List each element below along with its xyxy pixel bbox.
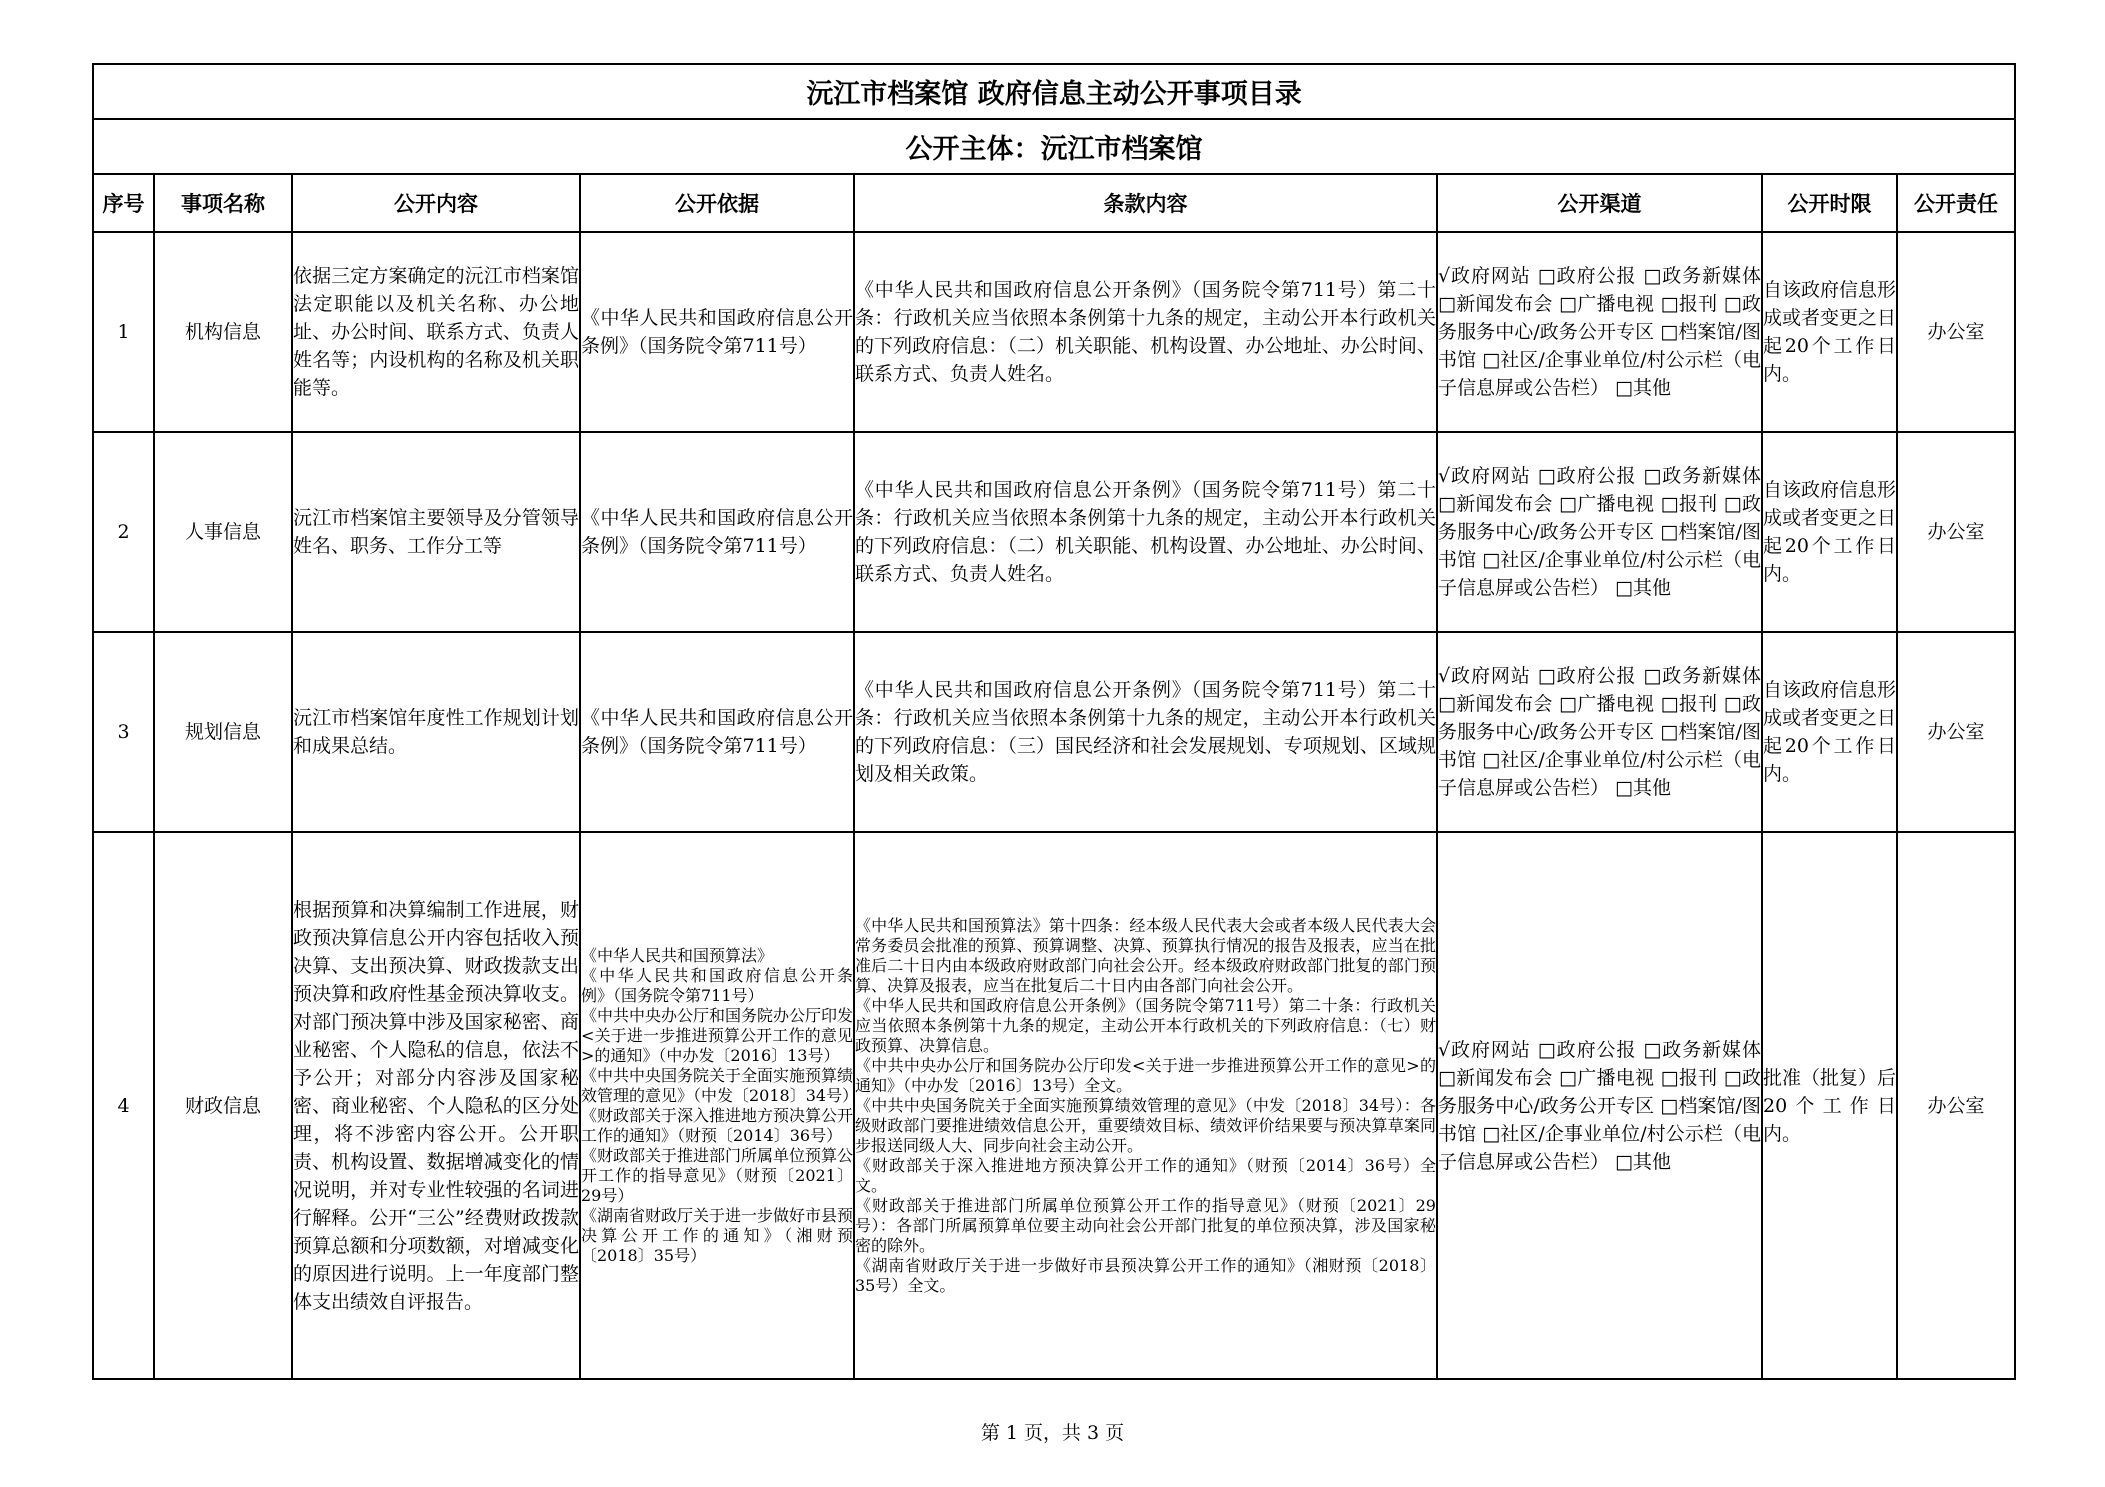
row-clause: 《中华人民共和国政府信息公开条例》（国务院令第711号）第二十条：行政机关应当依照本条例第十九条的规定，主动公开本行政机关的下列政府信息：（二）机关职能、机构设置、办公地址、办公时间、联系方式、负责人姓名。	[854, 432, 1437, 632]
basis-line: 《中共中央办公厅和国务院办公厅印发<关于进一步推进预算公开工作的意见>的通知》（中办发〔2016〕13号）	[581, 1005, 854, 1065]
basis-line: 《财政部关于推进部门所属单位预算公开工作的指导意见》（财预〔2021〕29号）	[581, 1145, 854, 1205]
disclosure-subject: 公开主体：沅江市档案馆	[93, 119, 2015, 174]
row-channel: √政府网站 □政府公报 □政务新媒体 □新闻发布会 □广播电视 □报刊 □政务服务中心/政务公开专区 □档案馆/图书馆 □社区/企事业单位/村公示栏（电子信息屏或公告栏） □其他	[1437, 432, 1762, 632]
row-limit: 自该政府信息形成或者变更之日起20个工作日内。	[1762, 632, 1897, 832]
header-duty: 公开责任	[1897, 174, 2015, 232]
basis-line: 《湖南省财政厅关于进一步做好市县预决算公开工作的通知》（湘财预〔2018〕35号）	[581, 1205, 854, 1265]
row-no: 2	[93, 432, 154, 632]
header-name: 事项名称	[154, 174, 292, 232]
row-channel: √政府网站 □政府公报 □政务新媒体 □新闻发布会 □广播电视 □报刊 □政务服务中心/政务公开专区 □档案馆/图书馆 □社区/企事业单位/村公示栏（电子信息屏或公告栏） □其他	[1437, 232, 1762, 432]
row-limit: 批准（批复）后20个工作日内。	[1762, 832, 1897, 1379]
page-footer: 第 1 页，共 3 页	[980, 1422, 1125, 1444]
header-clause: 条款内容	[854, 174, 1437, 232]
row-name: 人事信息	[154, 432, 292, 632]
row-basis: 《中华人民共和国政府信息公开条例》（国务院令第711号）	[580, 632, 854, 832]
row-clause	[854, 832, 1437, 1379]
row-basis: 《中华人民共和国政府信息公开条例》（国务院令第711号）	[580, 232, 854, 432]
catalog-table	[92, 63, 2016, 1380]
row-name: 机构信息	[154, 232, 292, 432]
row-name: 规划信息	[154, 632, 292, 832]
basis-line: 《财政部关于深入推进地方预决算公开工作的通知》（财预〔2014〕36号）	[581, 1105, 854, 1145]
header-limit: 公开时限	[1762, 174, 1897, 232]
row-content: 根据预算和决算编制工作进展，财政预决算信息公开内容包括收入预决算、支出预决算、财政拨款支出预决算和政府性基金预决算收支。对部门预决算中涉及国家秘密、商业秘密、个人隐私的信息，依法不予公开；对部分内容涉及国家秘密、商业秘密、个人隐私的区分处理，将不涉密内容公开。公开职责、机构设置、数据增减变化的情况说明，并对专业性较强的名词进行解释。公开“三公”经费财政拨款预算总额和分项数额，对增减变化的原因进行说明。上一年度部门整体支出绩效自评报告。	[292, 832, 580, 1379]
row-content: 依据三定方案确定的沅江市档案馆法定职能以及机关名称、办公地址、办公时间、联系方式、负责人姓名等；内设机构的名称及机关职能等。	[292, 232, 580, 432]
row-content: 沅江市档案馆年度性工作规划计划和成果总结。	[292, 632, 580, 832]
clause-line: 《中共中央国务院关于全面实施预算绩效管理的意见》（中发〔2018〕34号）：各级财政部门要推进绩效信息公开，重要绩效目标、绩效评价结果要与预决算草案同步报送同级人大、同步向社会主动公开。	[855, 1095, 1436, 1155]
table-row	[93, 632, 2015, 832]
row-clause: 《中华人民共和国政府信息公开条例》（国务院令第711号）第二十条：行政机关应当依照本条例第十九条的规定，主动公开本行政机关的下列政府信息：（二）机关职能、机构设置、办公地址、办公时间、联系方式、负责人姓名。	[854, 232, 1437, 432]
row-channel: √政府网站 □政府公报 □政务新媒体 □新闻发布会 □广播电视 □报刊 □政务服务中心/政务公开专区 □档案馆/图书馆 □社区/企事业单位/村公示栏（电子信息屏或公告栏） □其他	[1437, 632, 1762, 832]
row-channel: √政府网站 □政府公报 □政务新媒体 □新闻发布会 □广播电视 □报刊 □政务服务中心/政务公开专区 □档案馆/图书馆 □社区/企事业单位/村公示栏（电子信息屏或公告栏） □其他	[1437, 832, 1762, 1379]
basis-line: 《中华人民共和国政府信息公开条例》（国务院令第711号）	[581, 965, 853, 1005]
row-clause: 《中华人民共和国政府信息公开条例》（国务院令第711号）第二十条：行政机关应当依照本条例第十九条的规定，主动公开本行政机关的下列政府信息：（三）国民经济和社会发展规划、专项规划、区域规划及相关政策。	[854, 632, 1437, 832]
row-basis	[580, 832, 859, 1379]
clause-line: 《湖南省财政厅关于进一步做好市县预决算公开工作的通知》（湘财预〔2018〕35号）全文。	[855, 1255, 1436, 1295]
row-name: 财政信息	[154, 832, 292, 1379]
clause-line: 《中共中央办公厅和国务院办公厅印发<关于进一步推进预算公开工作的意见>的通知》（中办发〔2016〕13号）全文。	[855, 1055, 1436, 1095]
row-duty: 办公室	[1897, 632, 2015, 832]
row-basis: 《中华人民共和国政府信息公开条例》（国务院令第711号）	[580, 432, 854, 632]
header-no: 序号	[93, 174, 154, 232]
page-title: 沅江市档案馆 政府信息主动公开事项目录	[93, 64, 2015, 119]
table-row	[93, 432, 2015, 632]
clause-line: 《中华人民共和国政府信息公开条例》（国务院令第711号）第二十条：行政机关应当依照本条例第十九条的规定，主动公开本行政机关的下列政府信息：（七）财政预算、决算信息。	[855, 995, 1436, 1055]
header-content: 公开内容	[292, 174, 580, 232]
table-row	[93, 232, 2015, 432]
table-row	[93, 832, 2015, 1379]
row-no: 1	[93, 232, 154, 432]
row-no: 3	[93, 632, 154, 832]
row-limit: 自该政府信息形成或者变更之日起20个工作日内。	[1762, 432, 1897, 632]
row-duty: 办公室	[1897, 232, 2015, 432]
header-row	[93, 174, 2015, 232]
header-channel: 公开渠道	[1437, 174, 1762, 232]
basis-line: 《中共中央国务院关于全面实施预算绩效管理的意见》（中发〔2018〕34号）	[581, 1065, 859, 1105]
row-no: 4	[93, 832, 154, 1379]
basis-line: 《中华人民共和国预算法》	[581, 945, 774, 965]
row-limit: 自该政府信息形成或者变更之日起20个工作日内。	[1762, 232, 1897, 432]
clause-line: 《中华人民共和国预算法》第十四条：经本级人民代表大会或者本级人民代表大会常务委员会批准的预算、预算调整、决算、预算执行情况的报告及报表，应当在批准后二十日内由本级政府财政部门向社会公开。经本级政府财政部门批复的部门预算、决算及报表，应当在批复后二十日内由各部门向社会公开。	[855, 915, 1436, 995]
clause-line: 《财政部关于深入推进地方预决算公开工作的通知》（财预〔2014〕36号）全文。	[855, 1155, 1436, 1195]
row-duty: 办公室	[1897, 832, 2015, 1379]
row-duty: 办公室	[1897, 432, 2015, 632]
row-content: 沅江市档案馆主要领导及分管领导姓名、职务、工作分工等	[292, 432, 580, 632]
clause-line: 《财政部关于推进部门所属单位预算公开工作的指导意见》（财预〔2021〕29号）：各部门所属预算单位要主动向社会公开部门批复的单位预决算，涉及国家秘密的除外。	[855, 1195, 1436, 1255]
header-basis: 公开依据	[580, 174, 854, 232]
